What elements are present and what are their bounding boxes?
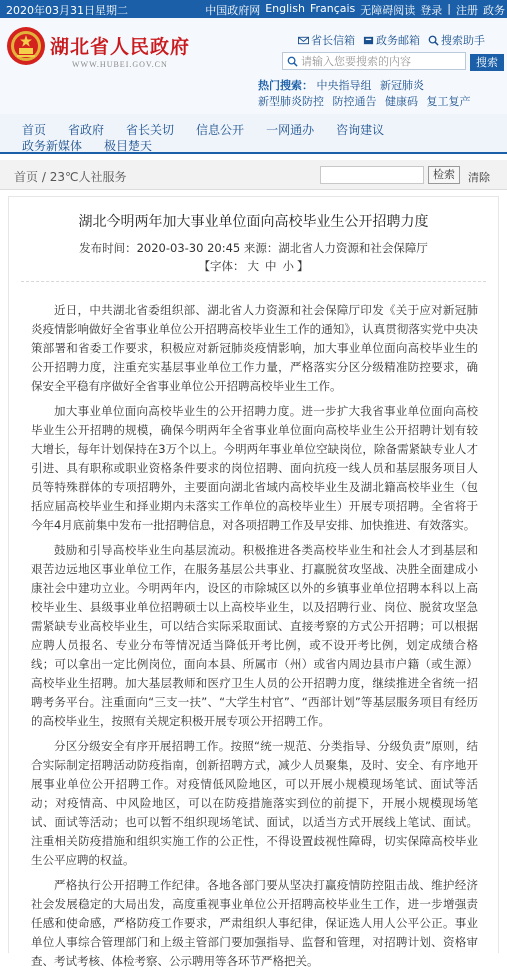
search-icon — [428, 35, 439, 46]
site-search-button[interactable]: 搜索 — [470, 54, 504, 71]
article-paragraph: 加大事业单位面向高校毕业生的公开招聘力度。进一步扩大我省事业单位面向高校毕业生公开招聘的规模，确保今明两年全省事业单位面向高校毕业生公开招聘计划有较大增长，每年计划保持在3万个以上。今明两年事业单位空缺岗位，除备需紧缺专业人才引进、具有职称或职业资格条件要求的岗位招聘、面向抗疫一线人员和基层服务项目人员等特殊群体的专项招聘外，主要面向湖北省域内高校毕业生及湖北籍高校毕业生（包括应届高校毕业生和择业期内未落实工作单位的高校毕业生）开展专项招聘。全省将于今年4月底前集中发布一批招聘信息，对各项招聘工作及早安排、加快推进、有效落实。 — [31, 404, 478, 532]
article-paragraph: 分区分级安全有序开展招聘工作。按照“统一规范、分类指导、分级负责”原则，结合实际制定招聘活动防疫指南，创新招聘方式，减少人员聚集，及时、安全、有序地开展事业单位公开招聘工作。对疫情低风险地区，可以开展小规模现场笔试、面试等活动；对疫情高、中风险地区，可以在防疫措施落实到位的前提下，开展小规模现场笔试、面试等活动；也可以暂不组织现场笔试、面试，以适当方式开展线上笔试、面试。注重相关防疫措施和组织实施工作的公正性，不得设置歧视性障碍，切实保障高校毕业生公平应聘的权益。 — [31, 739, 478, 867]
quick-link-label: 省长信箱 — [311, 34, 355, 47]
breadcrumb-bar — [0, 160, 507, 190]
nav-row — [22, 121, 406, 138]
hot-searches — [258, 78, 504, 110]
font-size-control — [9, 258, 498, 274]
font-size-large[interactable]: 大 — [247, 259, 259, 273]
national-emblem-icon[interactable] — [6, 26, 46, 66]
article-paragraph: 严格执行公开招聘工作纪律。各地各部门要从坚决打赢疫情防控阻击战、维护经济社会发展稳定的大局出发，高度重视事业单位公开招聘高校毕业生工作，进一步增强责任感和使命感，严格防疫工作要求，严肃组织人事纪律，保证选人用人公平公正。事业单位人事综合管理部门和上级主管部门要加强指导、监督和管理，对招聘计划、资格审查、考试考核、体检考察、公示聘用等各环节严格把关。 — [31, 878, 478, 968]
quick-link-label: 政务邮箱 — [376, 34, 420, 47]
nav-item-home[interactable]: 首页 — [22, 123, 47, 137]
hot-search-item[interactable]: 中央指导组 — [316, 79, 372, 92]
nav-row — [22, 137, 174, 154]
hot-search-item[interactable]: 新冠肺炎 — [380, 79, 424, 92]
article-divider — [21, 281, 486, 282]
breadcrumb-home[interactable]: 首页 — [14, 170, 39, 184]
top-links — [205, 2, 505, 18]
quick-link-governor-mailbox[interactable] — [298, 32, 355, 48]
hot-search-label: 热门搜索： — [258, 79, 313, 92]
link-separator: | — [447, 2, 451, 15]
font-size-medium[interactable]: 中 — [265, 259, 277, 273]
hot-search-item[interactable]: 复工复产 — [426, 95, 471, 108]
mailbox-icon — [363, 35, 374, 46]
nav-item-jimu-chutian[interactable]: 极目楚天 — [104, 139, 153, 153]
link-gov-cn[interactable]: 中国政府网 — [205, 4, 261, 17]
link-accessibility[interactable]: 无障碍阅读 — [360, 4, 416, 17]
site-header — [0, 18, 507, 114]
breadcrumb-current[interactable]: 23℃人社服务 — [49, 170, 127, 184]
nav-item-info-disclosure[interactable]: 信息公开 — [196, 123, 245, 137]
link-government-affairs[interactable]: 政务 — [483, 4, 505, 17]
breadcrumb-separator: / — [41, 170, 46, 184]
article-body — [31, 301, 478, 977]
nav-item-new-media[interactable]: 政务新媒体 — [22, 139, 83, 153]
search-icon — [287, 56, 298, 67]
article-search-button[interactable]: 检索 — [428, 166, 460, 184]
site-title[interactable]: 湖北省人民政府 — [50, 36, 191, 58]
hot-search-item[interactable]: 新型肺炎防控 — [258, 95, 324, 108]
article-search-input[interactable] — [320, 166, 424, 184]
site-url: WWW.HUBEI.GOV.CN — [72, 60, 168, 69]
article-paragraph: 鼓励和引导高校毕业生向基层流动。积极推进各类高校毕业生和社会人才到基层和艰苦边远地区事业单位工作，在服务基层公共事业、打赢脱贫攻坚战、决胜全面建成小康社会中建功立业。今明两年内，设区的市除城区以外的乡镇事业单位招聘本科以上高校毕业生、县级事业单位招聘硕士以上高校毕业生，以及招聘行业、岗位、脱贫攻坚急需紧缺专业高校毕业生，可以结合实际采取面试、直接考察的方式公开招聘；可以根据应聘人员报名、专业分布等情况适当降低开考比例，或不设开考比例，划定成绩合格线；可以拿出一定比例岗位，面向本县、所属市（州）或省内周边县市户籍（或生源）高校毕业生招聘。加大基层教师和医疗卫生人员的公开招聘力度，继续推进全省统一招聘考务平台。注重面向“三支一扶”、“大学生村官”、“西部计划”等基层服务项目有经历的高校毕业生，按照有关规定积极开展专项公开招聘工作。 — [31, 543, 478, 728]
nav-item-province-gov[interactable]: 省政府 — [68, 123, 105, 137]
article-clear-button[interactable]: 清除 — [468, 171, 490, 184]
link-english[interactable]: English — [265, 2, 305, 15]
breadcrumb — [14, 168, 126, 185]
quick-link-gov-mailbox[interactable] — [363, 32, 420, 48]
site-search-input[interactable] — [282, 52, 466, 70]
quick-links — [298, 32, 485, 48]
font-size-prefix: 【字体： — [198, 259, 245, 273]
article-title: 湖北今明两年加大事业单位面向高校毕业生公开招聘力度 — [78, 214, 429, 230]
nav-item-consultation[interactable]: 咨询建议 — [336, 123, 385, 137]
link-register[interactable]: 注册 — [456, 4, 478, 17]
hot-search-item[interactable]: 防控通告 — [332, 95, 377, 108]
search-placeholder: 请输入您要搜索的内容 — [301, 55, 411, 68]
quick-link-label: 搜索助手 — [441, 34, 485, 47]
font-size-suffix: 】 — [297, 259, 309, 273]
main-nav — [0, 114, 507, 154]
top-bar — [0, 0, 507, 18]
nav-item-one-stop-service[interactable]: 一网通办 — [266, 123, 315, 137]
link-login[interactable]: 登录 — [420, 4, 443, 17]
article — [8, 196, 499, 968]
hot-search-item[interactable]: 健康码 — [385, 95, 418, 108]
quick-link-search-helper[interactable] — [428, 32, 485, 48]
font-size-small[interactable]: 小 — [282, 259, 294, 273]
article-paragraph: 近日，中共湖北省委组织部、湖北省人力资源和社会保障厅印发《关于应对新冠肺炎疫情影响做好全省事业单位公开招聘高校毕业生工作的通知》，认真贯彻落实党中央决策部署和省委工作要求，积极应对新冠肺炎疫情影响，加大事业单位面向高校毕业生的公开招聘力度，注重充实基层事业单位工作力量，严格落实分区分级精准防控要求，确保安全平稳有序做好全省事业单位公开招聘高校毕业生工作。 — [31, 303, 478, 393]
mail-icon — [298, 35, 309, 46]
date-text: 2020年03月31日星期二 — [6, 4, 128, 17]
article-meta: 发布时间：2020-03-30 20:45 来源：湖北省人力资源和社会保障厅 — [79, 241, 428, 255]
nav-item-governor-concerns[interactable]: 省长关切 — [126, 123, 175, 137]
link-francais[interactable]: Français — [309, 2, 356, 15]
